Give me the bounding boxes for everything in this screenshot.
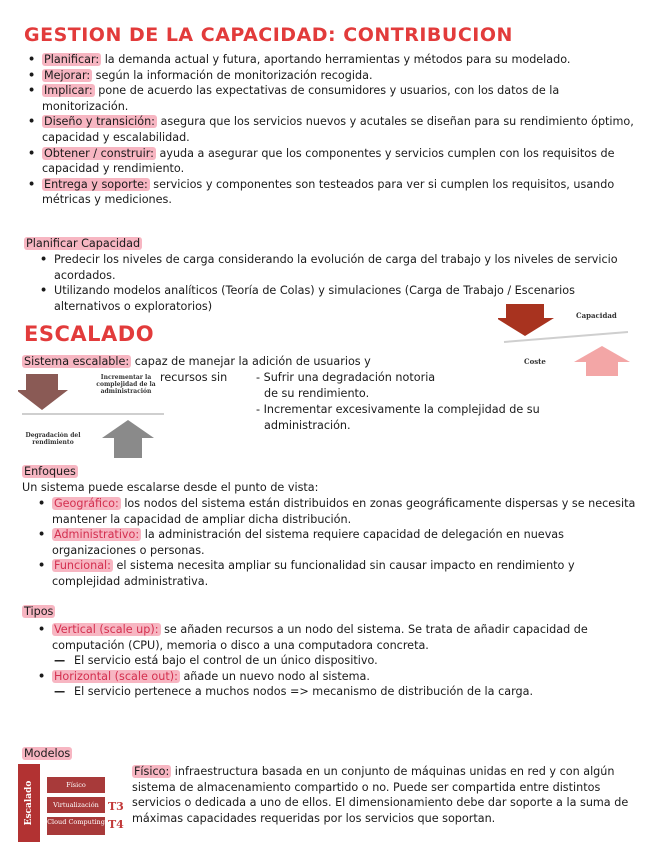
term: Entrega y soporte:	[44, 177, 148, 191]
sistema-dash: de su rendimiento.	[264, 387, 370, 400]
tipos-list	[32, 622, 638, 700]
term: Físico:	[134, 765, 170, 778]
coste-label: Coste	[524, 357, 546, 366]
list-item: • Vertical (scale up): se añaden recursos a un nodo del sistema. Se trata de añadir capacidad de computación (CPU), memoria o disco a una computadora concreta. — El servicio está bajo el control de un único dispositivo.	[32, 622, 638, 669]
term: Planificar:	[44, 53, 100, 66]
dash-item: — El servicio está bajo el control de un único dispositivo.	[52, 653, 638, 669]
notes-page: GESTION DE LA CAPACIDAD: CONTRIBUCION • Planificar: la demanda actual y futura, aportando herramientas y métodos para su modelado. • Mejorar: según la información de monitorización recogida. • Implicar: pone de acuerdo las expectativas de consumidores y usuarios, con los datos de la monitorización. • Diseño y transición: asegura que los servicios nuevos y acutales se diseñan para su rendimiento óptimo, capacidad y escalabilidad. • Obtener / construir: ayuda a asegurar que los componentes y servicios cumplen con los requisitos de capacidad y rendimiento. • Entrega y soporte: servicios y componentes son testeados para ver si cumplen los requisitos, usando métricas y mediciones. Planificar Capacidad • Predecir los niveles de carga considerando la evolución de carga del trabajo y los niveles de servicio acordados. • Utilizando modelos analíticos (Teoría de Colas) y simulaciones (Carga de Trabajo / Escenarios alternativos o exploratorios) Capacidad Coste ESCALADO Sistema escalable: capaz de manejar la adición de usuarios y recursos sin - Sufrir una degradación notoria de su rendimiento. - Incrementar excesivamente la complejidad de su administración. Incrementar la complejidad de la administración Degradación del rendimiento Enfoques Un sistema puede escalarse desde el punto de vista: • Geográfico: los nodos del sistema están distribuidos en zonas geográficamente dispersas y se necesita mantener la capacidad de ampliar dicha distribución. • Administrativo: la administración del sistema requiere capacidad de delegación en nuevas organizaciones o personas. • Funcional: el sistema necesita ampliar su funcionalidad sin causar impacto en rendimiento y complejidad administrativa. Tipos • Vertical (scale up): se añaden recursos a un nodo del sistema. Se trata de añadir capacidad de computación (CPU), memoria o disco a una computadora concreta. — El servicio está bajo el control de un único dispositivo. • Horizontal (scale out): añade un nuevo nodo al sistema. — El servicio pertenece a muchos nodos => mecanismo de distribución de la carga. Modelos Escalado Físico Virtualización Cloud Computing T3 T4 Físico: infraestructura basada en un conjunto de máquinas unidas en red y con algún sistema de almacenamiento compartido o no. Puede ser compartida entre distintos servicios o dedicada a uno de ellos. El dimensionamiento debe dar soporte a la suma de máximas capacidades requeridas por los servicios que soportan.	[0, 0, 656, 848]
term: Geográfico:	[54, 497, 119, 510]
model-box-virtualizacion: Virtualización	[46, 796, 106, 814]
term: Obtener / construir:	[44, 146, 154, 160]
list-item: • Mejorar: según la información de monitorización recogida.	[22, 68, 634, 84]
model-box-fisico: Físico	[46, 776, 106, 794]
section-heading-tipos: Tipos	[24, 605, 54, 618]
list-item: • Planificar: la demanda actual y futura, aportando herramientas y métodos para su modelado.	[22, 52, 634, 68]
escalado-side-bar	[18, 764, 40, 842]
modelos-diagram	[18, 764, 128, 844]
list-item: • Predecir los niveles de carga considerando la evolución de carga del trabajo y los niveles de servicio acordados.	[34, 252, 636, 283]
arrow-down-icon	[18, 374, 68, 410]
t4-label: T4	[108, 818, 124, 831]
list-item: • Geográfico: los nodos del sistema están distribuidos en zonas geográficamente dispersas y se necesita mantener la capacidad de ampliar dicha distribución.	[32, 496, 638, 527]
arrow-down-icon	[498, 304, 554, 336]
t3-label: T3	[108, 800, 124, 813]
list-item: • Obtener / construir: ayuda a asegurar que los componentes y servicios cumplen con los requisitos de capacidad y rendimiento.	[22, 146, 634, 177]
sistema-dash: - Sufrir una degradación notoria	[256, 371, 436, 384]
term: Implicar:	[44, 84, 93, 98]
arrow-up-icon	[574, 346, 630, 376]
term: Vertical (scale up):	[54, 623, 159, 636]
capacidad-label: Capacidad	[576, 311, 617, 320]
contribucion-list	[22, 52, 634, 208]
list-item: • Administrativo: la administración del sistema requiere capacidad de delegación en nuevas organizaciones o personas.	[32, 527, 638, 558]
list-item: • Entrega y soporte: servicios y componentes son testeados para ver si cumplen los requisitos, usando métricas y mediciones.	[22, 177, 634, 208]
balance-diagram-escalado	[18, 370, 168, 460]
model-box-cloud: Cloud Computing	[46, 816, 106, 836]
section-title-escalado: ESCALADO	[24, 322, 155, 346]
sistema-dash: administración.	[264, 419, 351, 432]
dash-item: — El servicio pertenece a muchos nodos => mecanismo de distribución de la carga.	[52, 684, 638, 700]
term: Administrativo:	[54, 528, 140, 542]
list-item: • Horizontal (scale out): añade un nuevo nodo al sistema. — El servicio pertenece a muchos nodos => mecanismo de distribución de la carga.	[32, 669, 638, 700]
arrow-up-icon	[102, 420, 154, 458]
enfoques-intro: Un sistema puede escalarse desde el punto de vista:	[22, 481, 319, 494]
section-heading-planificar: Planificar Capacidad	[26, 237, 141, 250]
list-item: • Funcional: el sistema necesita ampliar su funcionalidad sin causar impacto en rendimiento y complejidad administrativa.	[32, 558, 638, 589]
term: Mejorar:	[44, 68, 91, 82]
degradacion-label: Degradación del rendimiento	[25, 432, 81, 446]
page-title: GESTION DE LA CAPACIDAD: CONTRIBUCION	[24, 24, 513, 46]
sistema-dash: - Incrementar excesivamente la complejidad de su	[256, 403, 540, 416]
section-heading-enfoques: Enfoques	[24, 465, 76, 478]
fisico-description: Físico: infraestructura basada en un conjunto de máquinas unidas en red y con algún sistema de almacenamiento compartido o no. Puede ser compartida entre distintos servicios o dedicada a uno de ellos. El dimensionamiento debe dar soporte a la suma de máximas capacidades requeridas por los servicios que soportan.	[132, 765, 629, 825]
escalado-side-label: Escalado	[24, 780, 34, 826]
list-item: • Utilizando modelos analíticos (Teoría de Colas) y simulaciones (Carga de Trabajo / Escenarios alternativos o exploratorios)	[34, 283, 599, 314]
section-heading-modelos: Modelos	[24, 747, 71, 760]
balance-diagram-capacidad	[498, 300, 638, 380]
term: Sistema escalable:	[24, 355, 130, 368]
list-item: • Diseño y transición: asegura que los servicios nuevos y acutales se diseñan para su rendimiento óptimo, capacidad y escalabilidad.	[22, 114, 634, 145]
term: Funcional:	[54, 559, 111, 573]
list-item: • Implicar: pone de acuerdo las expectativas de consumidores y usuarios, con los datos de la monitorización.	[22, 83, 634, 114]
sistema-text: recursos sin	[160, 371, 228, 384]
complejidad-label: Incrementar la complejidad de la administración	[96, 374, 156, 395]
term: Horizontal (scale out):	[54, 669, 178, 683]
enfoques-list	[32, 496, 638, 590]
term: Diseño y transición:	[44, 115, 155, 129]
